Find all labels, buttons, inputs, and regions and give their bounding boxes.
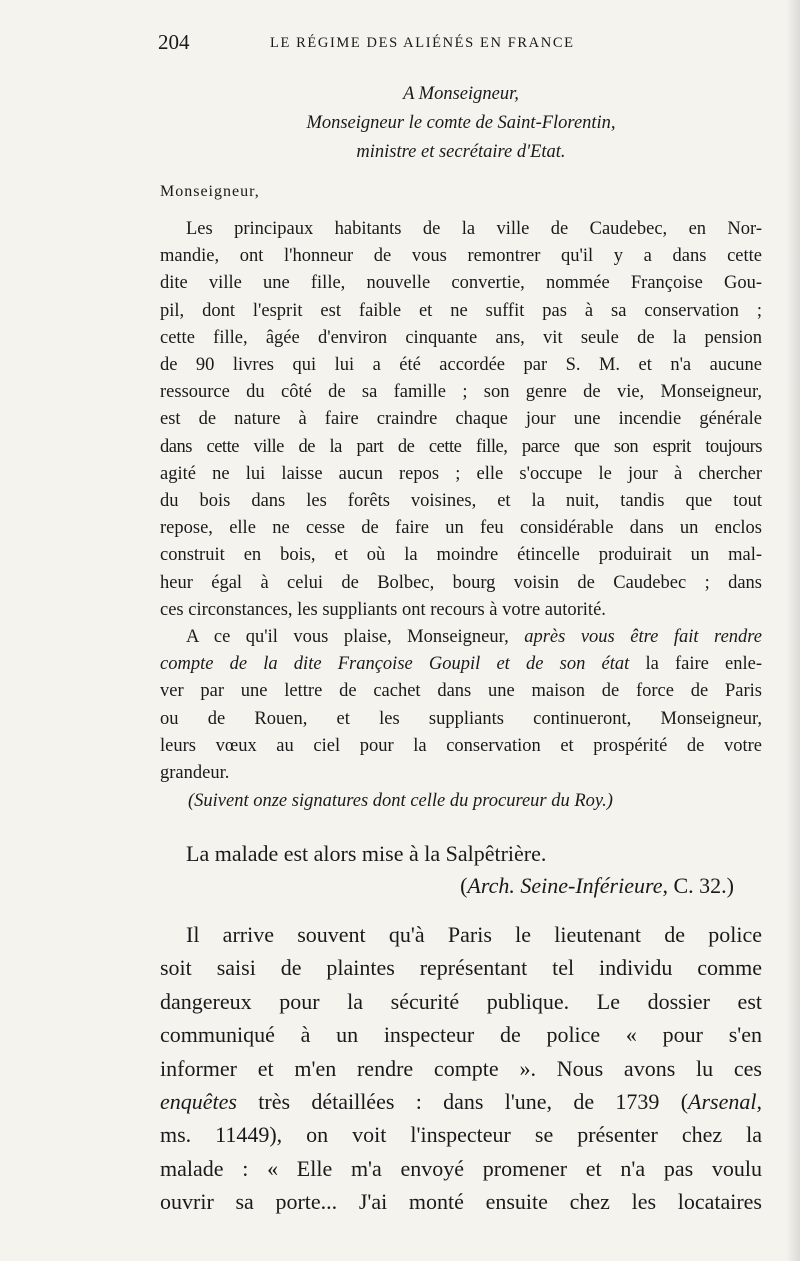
body-line: soit saisi de plaintes représentant tel individu comme <box>160 955 762 981</box>
letter-line-italic: après vous être fait rendre <box>524 627 763 648</box>
letter-salutation <box>160 183 762 201</box>
letter-line <box>160 651 762 678</box>
body-line: informer et m'en rendre compte ». Nous avons lu ces <box>160 1055 762 1081</box>
letter-line: cette fille, âgée d'environ cinquante ans, vit seule de la pension <box>160 327 762 348</box>
page-number: 204 <box>158 30 190 54</box>
page-edge-shadow <box>786 0 800 1261</box>
letter-line: ou de Rouen, et les suppliants continueront, Monseigneur, <box>160 708 762 729</box>
letter-line-roman: A ce qu'il vous plaise, Monseigneur, <box>186 627 525 648</box>
letter-line: dite ville une fille, nouvelle convertie, nommée Françoise Gou- <box>160 273 762 294</box>
archive-reference <box>160 870 762 902</box>
reference-line <box>160 870 734 902</box>
body-paragraph <box>160 918 762 1219</box>
body-line-italic: Arsenal, <box>688 1089 762 1115</box>
body-line <box>160 1085 762 1118</box>
body-line: communiqué à un inspecteur de police « pour s'en <box>160 1022 762 1048</box>
notice-text: La malade est alors mise à la Salpêtrière. <box>186 841 547 866</box>
letter-line-italic: compte de la dite Françoise Goupil et de son état <box>160 654 630 675</box>
letter-line: agité ne lui laisse aucun repos ; elle s'occupe le jour à chercher <box>160 463 762 484</box>
signatures-text: (Suivent onze signatures dont celle du procureur du Roy.) <box>188 791 613 811</box>
address-line: ministre et secrétaire d'Etat. <box>356 142 566 162</box>
letter-address <box>160 80 762 167</box>
letter-line: ressource du côté de sa famille ; son genre de vie, Monseigneur, <box>160 382 762 403</box>
body-line: dangereux pour la sécurité publique. Le dossier est <box>160 988 762 1014</box>
body-line: ms. 11449), on voit l'inspecteur se présenter chez la <box>160 1122 762 1148</box>
reference-open: ( <box>460 873 468 898</box>
salpetriere-notice <box>160 838 762 870</box>
letter-body <box>160 216 762 787</box>
letter-line: ver par une lettre de cachet dans une maison de force de Paris <box>160 681 762 702</box>
salutation-text: Monseigneur, <box>160 183 260 200</box>
letter-line: leurs vœux au ciel pour la conservation et prospérité de votre <box>160 735 762 756</box>
letter-line-roman: la faire enle- <box>629 654 763 675</box>
page-header <box>158 30 758 60</box>
letter-line <box>160 624 762 651</box>
body-line-italic: enquêtes <box>160 1089 237 1115</box>
letter-line: est de nature à faire craindre chaque jour une incendie générale <box>160 409 762 430</box>
address-line: A Monseigneur, <box>403 84 519 104</box>
letter-line: ces circonstances, les suppliants ont recours à votre autorité. <box>160 599 606 620</box>
letter-line: dans cette ville de la part de cette fille, parce que son esprit toujours <box>160 436 762 457</box>
body-line: malade : « Elle m'a envoyé promener et n'a pas voulu <box>160 1155 762 1181</box>
letter-line: Les principaux habitants de la ville de Caudebec, en Nor- <box>186 219 762 239</box>
reference-archive: Arch. Seine-Inférieure <box>467 873 663 898</box>
letter-line: repose, elle ne cesse de faire un feu considérable dans un enclos <box>160 518 762 539</box>
letter-line: heur égal à celui de Bolbec, bourg voisin de Caudebec ; dans <box>160 572 762 593</box>
letter-line: construit en bois, et où la moindre étincelle produirait un mal- <box>160 545 762 566</box>
body-line: ouvrir sa porte... J'ai monté ensuite chez les locataires <box>160 1189 762 1215</box>
letter-line: du bois dans les forêts voisines, et la nuit, tandis que tout <box>160 491 762 512</box>
letter-line: grandeur. <box>160 763 230 784</box>
letter-line: mandie, ont l'honneur de vous remontrer qu'il y a dans cette <box>160 246 762 267</box>
signatures-note <box>160 788 790 815</box>
reference-rest: , C. 32.) <box>662 873 734 898</box>
body-line: Il arrive souvent qu'à Paris le lieutenant de police <box>186 922 762 947</box>
letter-line: de 90 livres qui lui a été accordée par S. M. et n'a aucune <box>160 355 762 376</box>
address-line: Monseigneur le comte de Saint-Florentin, <box>306 113 616 133</box>
letter-line: pil, dont l'esprit est faible et ne suffit pas à sa conservation ; <box>160 300 762 321</box>
running-title: LE RÉGIME DES ALIÉNÉS EN FRANCE <box>270 35 575 51</box>
body-line-roman: très détaillées : dans l'une, de 1739 ( <box>236 1089 689 1115</box>
